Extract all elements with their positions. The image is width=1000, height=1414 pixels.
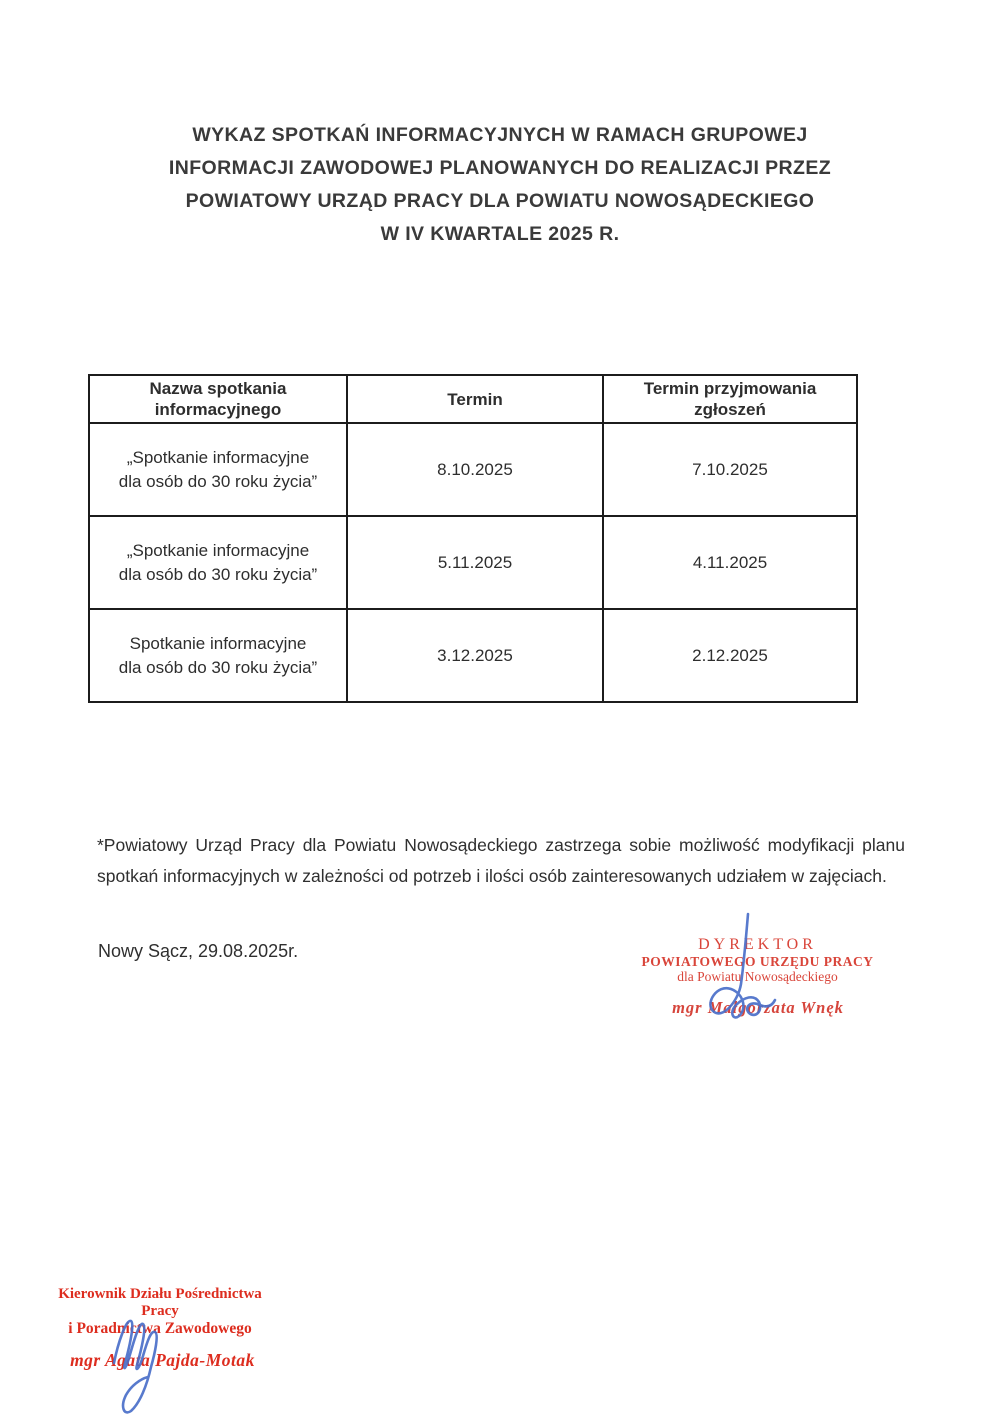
table-row (89, 423, 857, 516)
table-row (89, 516, 857, 609)
meeting-name-line1: Spotkanie informacyjne (129, 633, 307, 653)
kierownik-stamp-name: mgr Agata Pajda-Motak (70, 1350, 255, 1370)
title-line-3: POWIATOWY URZĄD PRACY DLA POWIATU NOWOSĄDECKIEGO (185, 190, 815, 212)
director-stamp-office: POWIATOWEGO URZĘDU PRACY (641, 954, 874, 969)
director-stamp (635, 936, 880, 984)
meeting-termin-cell: 5.11.2025 (347, 516, 603, 609)
director-stamp-title: DYREKTOR (698, 936, 817, 953)
meetings-table-container (88, 374, 858, 703)
meeting-name-cell (89, 423, 347, 516)
director-stamp-name: mgr Małgorzata Wnęk (672, 998, 844, 1017)
meeting-name-line2: dla osób do 30 roku życia” (118, 564, 318, 584)
meeting-name-cell (89, 609, 347, 702)
kierownik-stamp (40, 1286, 280, 1338)
meetings-table (88, 374, 858, 703)
title-line-1: WYKAZ SPOTKAŃ INFORMACYJNYCH W RAMACH GRUPOWEJ (192, 124, 808, 146)
kierownik-stamp-line1: Kierownik Działu Pośrednictwa Pracy (58, 1286, 262, 1319)
meeting-termin-cell: 8.10.2025 (347, 423, 603, 516)
meeting-zgloszenia-cell: 4.11.2025 (603, 516, 857, 609)
title-line-4: W IV KWARTALE 2025 R. (380, 223, 620, 245)
meeting-zgloszenia-cell: 7.10.2025 (603, 423, 857, 516)
meeting-name-cell (89, 516, 347, 609)
table-row (89, 609, 857, 702)
header-termin: Termin (347, 375, 603, 423)
title-line-2: INFORMACJI ZAWODOWEJ PLANOWANYCH DO REALIZACJI PRZEZ (168, 157, 832, 179)
meeting-name-line2: dla osób do 30 roku życia” (118, 657, 318, 677)
meeting-zgloszenia-cell: 2.12.2025 (603, 609, 857, 702)
place-date-line: Nowy Sącz, 29.08.2025r. (98, 941, 299, 961)
header-zgloszenia: Termin przyjmowania zgłoszeń (603, 375, 857, 423)
director-stamp-district: dla Powiatu Nowosądeckiego (677, 969, 838, 984)
meeting-name-line1: „Spotkanie informacyjne (126, 447, 310, 467)
kierownik-stamp-line2: i Poradnictwa Zawodowego (68, 1320, 252, 1337)
footnote-paragraph: *Powiatowy Urząd Pracy dla Powiatu Nowosądeckiego zastrzega sobie możliwość modyfikacji planu spotkań informacyjnych w zależności od potrzeb i ilości osób zainteresowanych udziałem w zajęciach. (97, 835, 905, 886)
meeting-name-line2: dla osób do 30 roku życia” (118, 471, 318, 491)
meeting-termin-cell: 3.12.2025 (347, 609, 603, 702)
meeting-name-line1: „Spotkanie informacyjne (126, 540, 310, 560)
header-meeting-name: Nazwa spotkania informacyjnego (89, 375, 347, 423)
table-header-row (89, 375, 857, 423)
document-title (90, 119, 910, 251)
